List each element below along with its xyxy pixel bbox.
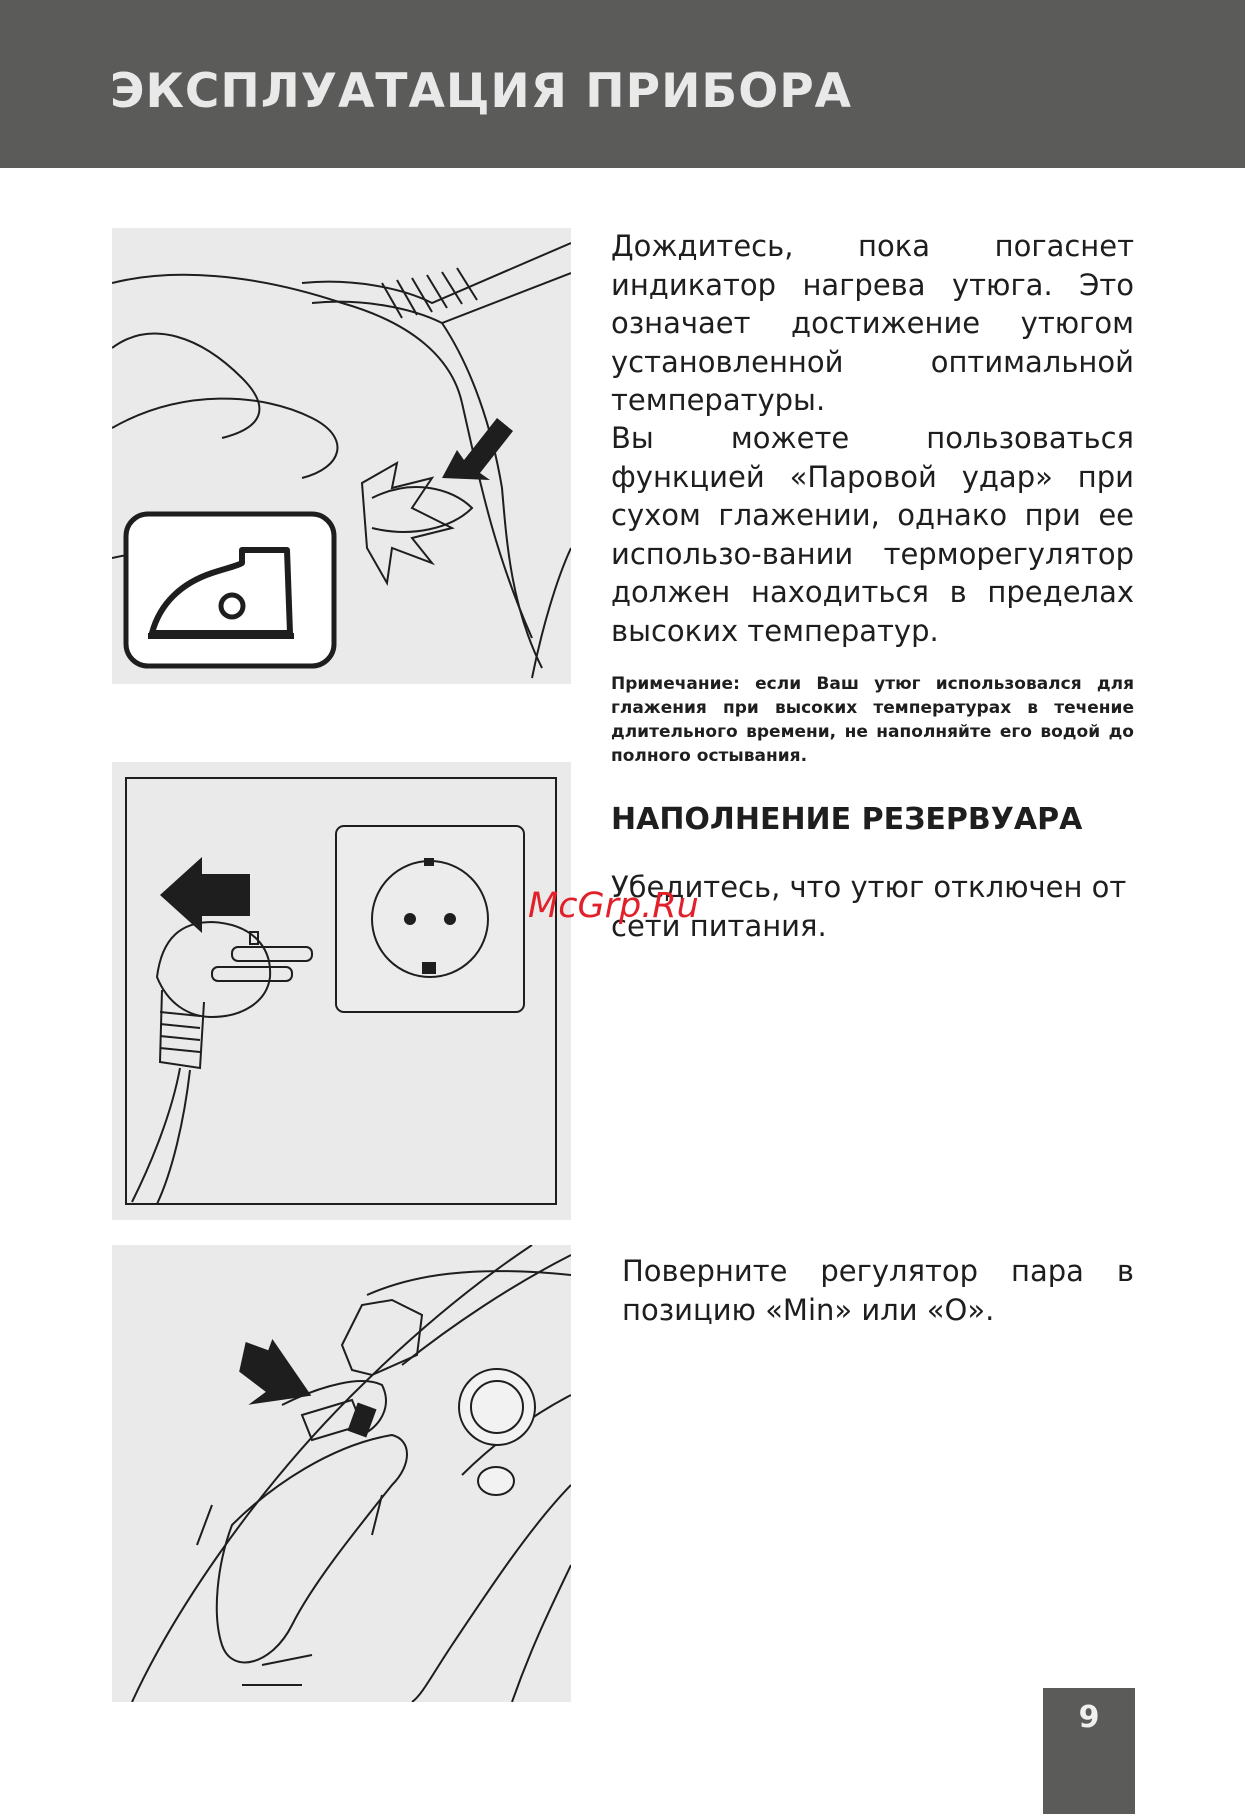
page-header <box>0 0 1245 168</box>
section-title: НАПОЛНЕНИЕ РЕЗЕРВУАРА <box>611 802 1083 837</box>
arrow-icon <box>442 418 513 480</box>
page-number-box <box>1043 1688 1135 1814</box>
watermark: McGrp.Ru <box>528 886 699 926</box>
steam-regulator-drawing <box>112 1245 571 1702</box>
illustration-unplug <box>112 762 571 1220</box>
paragraph-text: Вы можете пользоваться функцией «Паровой удар» при сухом глажении, однако при ее использо-вании терморегулятор должен находиться в пределах высоких температур. <box>611 421 1134 648</box>
illustration-steam-regulator <box>112 1245 571 1702</box>
paragraph-wait-indicator <box>611 227 1134 420</box>
illustration-iron-indicator <box>112 228 571 684</box>
plug-icon <box>132 922 312 1204</box>
paragraph-text: Поверните регулятор пара в позицию «Min» или «O». <box>622 1254 1134 1327</box>
note-text: Примечание: если Ваш утюг использовался для глажения при высоких температурах в течение длительного времени, не наполняйте его водой до полного остывания. <box>611 674 1134 766</box>
paragraph-steam-boost <box>611 419 1134 651</box>
unplug-drawing <box>112 762 571 1220</box>
paragraph-text: Дождитесь, пока погаснет индикатор нагрева утюга. Это означает достижение утюгом установленной оптимальной температуры. <box>611 229 1134 418</box>
paragraph-text: Убедитесь, что утюг отключен от сети питания. <box>611 870 1127 943</box>
iron-dry-icon <box>126 514 334 666</box>
paragraph-steam-regulator <box>622 1252 1134 1329</box>
iron-indicator-drawing <box>112 228 571 684</box>
page-number: 9 <box>1078 1700 1100 1735</box>
page-title: ЭКСПЛУАТАЦИЯ ПРИБОРА <box>110 64 853 119</box>
socket-icon <box>336 826 524 1012</box>
arrow-icon <box>226 1331 325 1424</box>
